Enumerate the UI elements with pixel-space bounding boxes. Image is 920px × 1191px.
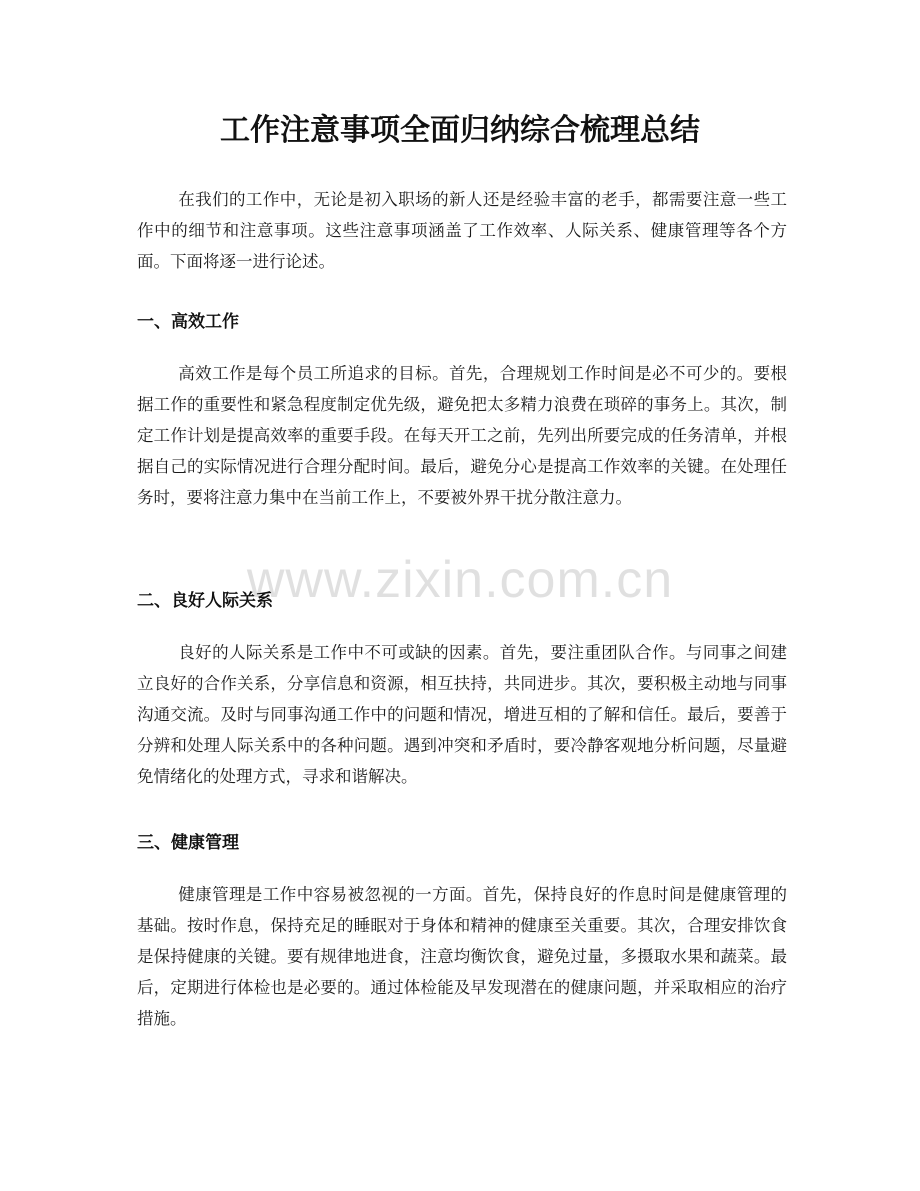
section-heading-efficiency: 一、高效工作 xyxy=(137,312,239,332)
section-heading-relationships: 二、良好人际关系 xyxy=(137,591,273,611)
watermark: www.zixin.com.cn xyxy=(246,551,674,609)
document-title: 工作注意事项全面归纳综合梳理总结 xyxy=(220,113,700,148)
section-body-health: 健康管理是工作中容易被忽视的一方面。首先，保持良好的作息时间是健康管理的基础。按时作息，保持充足的睡眠对于身体和精神的健康至关重要。其次，合理安排饮食是保持健康的关键。要有规律地进食，注意均衡饮食，避免过量，多摄取水果和蔬菜。最后，定期进行体检也是必要的。通过体检能及早发现潜在的健康问题，并采取相应的治疗措施。 xyxy=(137,885,787,1028)
intro-paragraph: 在我们的工作中，无论是初入职场的新人还是经验丰富的老手，都需要注意一些工作中的细节和注意事项。这些注意事项涵盖了工作效率、人际关系、健康管理等各个方面。下面将逐一进行论述。 xyxy=(137,190,787,271)
section-body-efficiency: 高效工作是每个员工所追求的目标。首先，合理规划工作时间是必不可少的。要根据工作的重要性和紧急程度制定优先级，避免把太多精力浪费在琐碎的事务上。其次，制定工作计划是提高效率的重要手段。在每天开工之前，先列出所要完成的任务清单，并根据自己的实际情况进行合理分配时间。最后，避免分心是提高工作效率的关键。在处理任务时，要将注意力集中在当前工作上，不要被外界干扰分散注意力。 xyxy=(137,364,787,507)
section-body-relationships: 良好的人际关系是工作中不可或缺的因素。首先，要注重团队合作。与同事之间建立良好的合作关系，分享信息和资源，相互扶持，共同进步。其次，要积极主动地与同事沟通交流。及时与同事沟通工作中的问题和情况，增进互相的了解和信任。最后，要善于分辨和处理人际关系中的各种问题。遇到冲突和矛盾时，要冷静客观地分析问题，尽量避免情绪化的处理方式，寻求和谐解决。 xyxy=(137,643,787,786)
section-heading-health: 三、健康管理 xyxy=(137,833,239,853)
